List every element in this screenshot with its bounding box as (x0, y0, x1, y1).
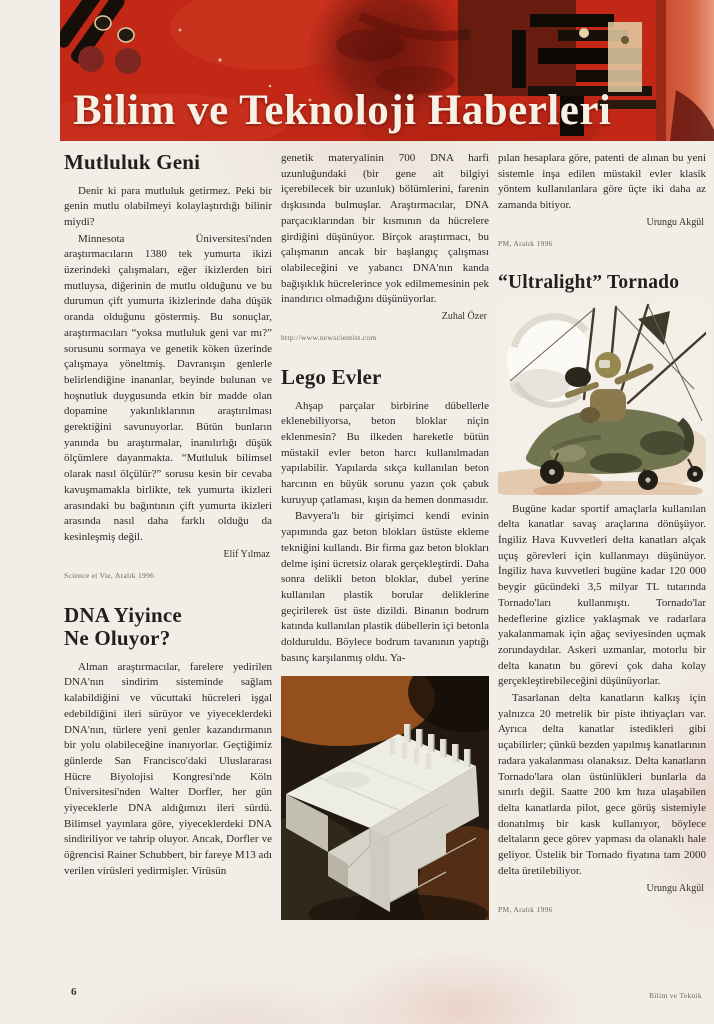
magazine-name: Bilim ve Teknik (648, 991, 702, 1000)
source-line: PM, Aralık 1996 (498, 904, 553, 914)
paragraph: Alman araştırmacılar, farelere yedirilen DNA'nın sindirim sisteminde sağlam kalabildiğini ve vücuttaki hücreleri işgal edebildiğini ileri sürüyor ve yiyeceklerdeki DNA'nın, türlere yeni genler kazandırmanın bir yolu olabileceğine inanıyorlar. Geçtiğimiz günlerde San Francisco'daki Uluslararası Hücre Biyolojisi Kongresi'nde Köln Üniversitesi'nden Walter Dorfler, her gün yiyeceklerle DNA aldığımızı ileri sürdü. Bilimsel yayınlara göre, yiyeceklerdeki DNA sindiriliyor ve tahrip oluyor. Ancak, Dorfler ve öğrencisi Rainer Schubbert, bir fareye M13 adı verilen virüsleri yedirmişler. Virüsün (64, 660, 272, 877)
paragraph: pılan hesaplara göre, patenti de alınan bu yeni sistemle inşa edilen müstakil evler klasik yöntem kullanılanlara göre üçte iki daha az zamanda bitiyor. (498, 152, 706, 212)
column-right (498, 151, 706, 989)
paragraph: Minnesota Üniversitesi'nden araştırmacıların 1380 tek yumurta ikizi üzerindeki çalışmaları, eğer ikizlerden biri mutluysa, diğerinin de mutlu olduğunu ve bu durumun çift yumurta ikizlerinde daha düşük oranda olduğunu göstermiş. Bu sonuçlar, araştırmacıları “yoksa mutluluk geni var mı?” sorusunu sormaya ve genetik köken üzerinde çalışmaya yöneltmiş. Davranışın genlerle belirlendiğine inananlar, beyinde bulunan ve hoşnutluk duygusunda etkin bir madde olan dopamine yakınlıklarının araştırılması gerektiğini savunuyorlar. Bütün bunların yanında bu araştırmalar, inanılırlığı düşük ölçümlere dayanmakta. “Mutluluk bilimsel olarak nasıl ölçülür?” sorusu kesin bir cevaba kavuşmamakla birlikte, tek yumurta ikizleri arasındaki bu bağıntının çift yumurta ikizleri arasında nasıl daha farklı olduğu da kesinleşmiş değil. (64, 232, 272, 543)
byline: Elif Yılmaz (223, 548, 270, 560)
column-middle (281, 151, 489, 989)
byline: Urungu Akgül (646, 216, 704, 228)
paragraph: Bugüne kadar sportif amaçlarla kullanılan delta kanatlar savaş araçlarına dönüşüyor. İngiliz Hava Kuvvetleri delta kanatları alçak uçuş görevleri için kullanmayı düşünüyor. İngiliz hava kuvvetleri bugüne kadar 120 000 beygir gücündeki 3,5 milyar TL tutarında Tornado'ları kullanmıştı. Tornado'lar hedeflerine gizlice yaklaşmak ve radarlara yakalanmamak için ağaç seviyesinden uçmak zorundaydılar. Askeri uzmanlar, motorlu bir delta kanatın bu görevi çok daha kolay gerçekleştirebileceğini düşünüyorlar. (498, 502, 706, 688)
page-number: 6 (71, 986, 77, 998)
source-line: Science et Vie, Aralık 1996 (64, 570, 155, 580)
page-title: Bilim ve Teknoloji Haberleri (73, 87, 612, 134)
byline: Urungu Akgül (646, 882, 704, 894)
title-line: DNA Yiyince (64, 602, 182, 627)
column-left (64, 151, 272, 989)
paragraph: Tasarlanan delta kanatların kalkış için yalnızca 20 metrelik bir piste ihtiyaçları var. Ayrıca delta kanatlar istedikleri gibi uçabilirler; çünkü bezden yapılmış kanatlarının radara yakalanması olanaksız. Delta kanatların Tornado'lara olan üstünlükleri bunlarla da sınırlı değil. Saatte 200 km hıza ulaşabilen delta kanatlarda pilot, gece görüş sistemiyle donatılmış bir kask kullanıyor, böylece deltaların gece görev yapması da olanaklı hale geliyor. Üstelik bir Tornado fiyatına tam 2000 delta üretilebiliyor. (498, 692, 706, 877)
article-title-lego: Lego Evler (281, 365, 382, 390)
page-body (64, 151, 706, 989)
source-line: PM, Aralık 1996 (498, 238, 553, 248)
title-line: Ne Oluyor? (64, 626, 171, 651)
byline: Zuhal Özer (441, 311, 487, 323)
article-title-mutluluk: Mutluluk Geni (64, 151, 201, 174)
paragraph: genetik materyalinin 700 DNA harfi uzunluğundaki (bir gene ait bilgiyi içerebilecek bir uzunluk) bölümlerini, farenin dışkısında bulmuşlar. Araştırmacılar, DNA parçacıklarından bir kısmının da hücrelere girdiğini düşünüyor. Birçok araştırmacı, bu çalışmanın ancak bir başlangıç çalışması olabileceğini ve yabancı DNA'nın kanda bağışıklık hücrelerince yok edilmemesinin pek inandırıcı olmadığını düşünüyorlar. (281, 152, 489, 306)
paragraph: Denir ki para mutluluk getirmez. Peki bir genin mutlu olabilmeyi kolaylaştırdığı bilinir miydi? (64, 184, 272, 228)
article-title-tornado: “Ultralight” Tornado (498, 271, 680, 293)
paragraph: Ahşap parçalar birbirine dübellerle eklenebiliyorsa, beton bloklar niçin eklenmesin? Bu ilkeden hareketle bütün müstakil evler beton harcı kullanılmadan yapılabilir. Yapılarda sıkça kullanılan beton harcının en büyük sorunu yazın çok çabuk kuruyup çatlaması, kışın da hemen donmasıdır. (281, 399, 489, 506)
header-banner (60, 0, 714, 141)
concrete-blocks-photo (281, 676, 489, 920)
article-title-dna (64, 604, 272, 651)
paragraph: Bavyera'lı bir girişimci kendi evinin yapımında gaz beton blokları üstüste ekleme tekniğini kullandı. Bir firma gaz beton blokları delme işini ücretsiz olarak gerçekleştirdi. Daha sonra delikli beton bloklar, dubel yerine kullanılan plastik borular deliklerine geçirilerek üst üste dizildi. Binanın bodrum katında kullanılan plastik dübellerin içi betonla dolduruldu. Böylece bodrum tavanının yaptığı basınç karşılanmış oldu. Ya- (281, 510, 489, 664)
ultralight-photo (498, 303, 706, 495)
source-line: http://www.newscientist.com (281, 333, 377, 343)
